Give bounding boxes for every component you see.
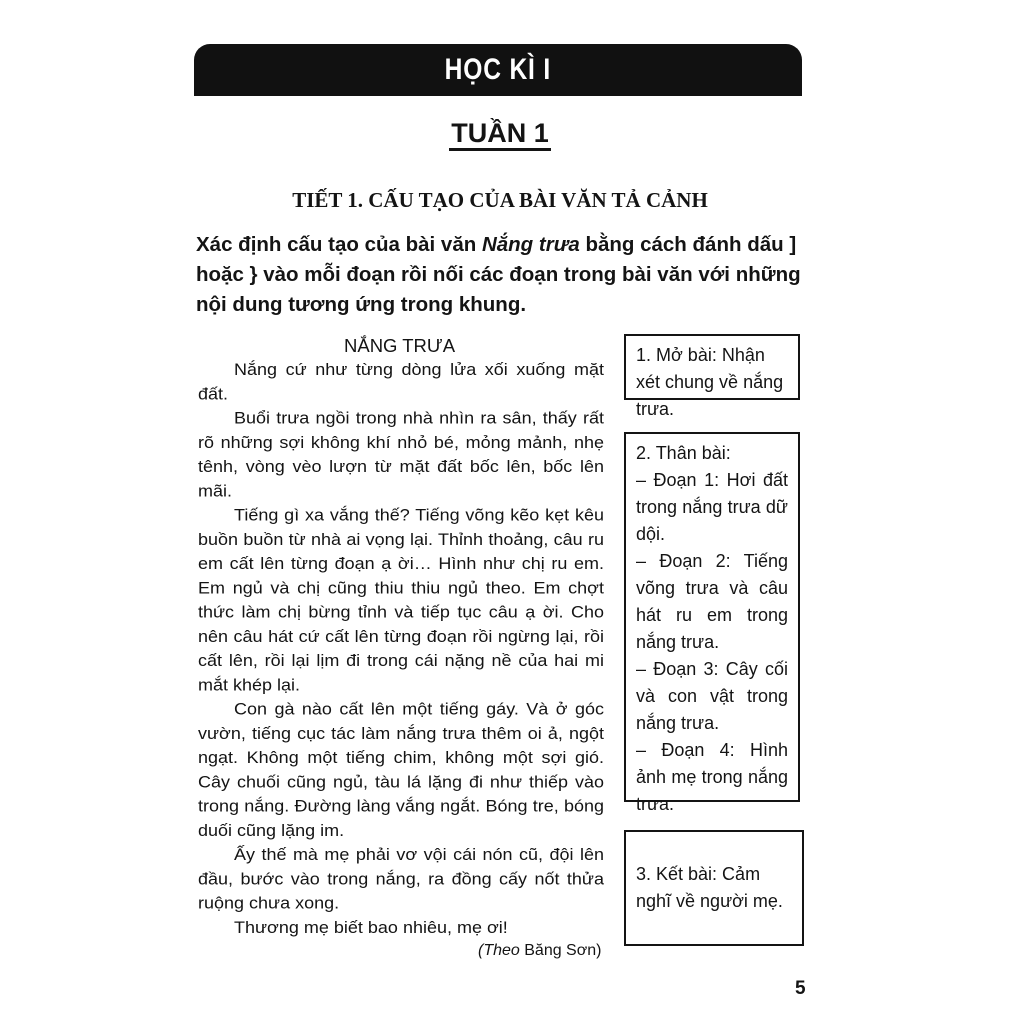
conclusion-text: 3. Kết bài: Cảm nghĩ về người mẹ.: [636, 864, 783, 911]
body-box-line: – Đoạn 4: Hình ảnh mẹ trong nắng trưa.: [636, 740, 788, 814]
story-paragraph: Nắng cứ như từng dòng lửa xối xuống mặt đất.: [198, 360, 604, 403]
body-box-line: – Đoạn 1: Hơi đất trong nắng trưa dữ dội.: [636, 470, 788, 544]
week-title: TUẦN 1: [449, 118, 551, 151]
story-title: NẮNG TRƯA: [344, 335, 456, 356]
conclusion-box: [624, 830, 804, 946]
story-paragraph: Con gà nào cất lên một tiếng gáy. Và ở góc vườn, tiếng cục tác làm nắng trưa thêm oi ả, ngột ngạt. Không một tiếng chim, không một sợi gió. Cây chuối cũng ngủ, tàu lá lặng đi như thiếp vào trong nắng. Đường làng vắng ngắt. Bóng tre, bóng duối cũng lặng im.: [198, 700, 604, 840]
story-paragraph: Ấy thế mà mẹ phải vơ vội cái nón cũ, đội lên đầu, bước vào trong nắng, ra đồng cấy nốt thửa ruộng chưa xong.: [198, 845, 604, 913]
exercise-instruction: [196, 230, 816, 320]
story-paragraph: Buổi trưa ngồi trong nhà nhìn ra sân, thấy rất rõ những sợi không khí nhỏ bé, mỏng mảnh, nhẹ tênh, vòng vèo lượn từ mặt đất bốc lên, bốc lên mãi.: [198, 409, 604, 500]
source-prefix: (Theo: [478, 942, 520, 959]
intro-box: 1. Mở bài: Nhận xét chung về nắng trưa.: [624, 334, 800, 400]
story-text: [198, 358, 604, 940]
week-heading: [0, 118, 1000, 151]
story-source: [478, 942, 601, 960]
body-box: [624, 432, 800, 814]
body-box-line: 2. Thân bài:: [636, 443, 731, 463]
lesson-title: TIẾT 1. CẤU TẠO CỦA BÀI VĂN TẢ CẢNH: [292, 188, 708, 212]
semester-banner: [194, 44, 802, 96]
story-paragraph: Thương mẹ biết bao nhiêu, mẹ ơi!: [234, 918, 508, 937]
story-paragraph: Tiếng gì xa vắng thế? Tiếng võng kẽo kẹt kêu buồn buồn từ nhà ai vọng lại. Thỉnh thoảng, câu ru em cất lên từng đoạn ạ ời… Hình như chị ru em. Em ngủ và chị cũng thiu thiu ngủ theo. Em chợt thức làm chị bừng tỉnh và tiếp tục câu ạ ời. Cho nên câu hát cứ cất lên từng đoạn rồi ngừng lại, rồi cất lên, rồi lại lịm đi trong cái nặng nề của hai mi mắt khép lại.: [198, 506, 604, 694]
instruction-part1: Xác định cấu tạo của bài văn: [196, 233, 482, 256]
instruction-story-name: Nắng trưa: [481, 233, 580, 256]
body-box-line: – Đoạn 3: Cây cối và con vật trong nắng trưa.: [636, 659, 788, 733]
source-author: Băng Sơn): [519, 942, 602, 959]
semester-title: HỌC KÌ I: [444, 53, 552, 86]
page-number: 5: [795, 978, 806, 999]
body-box-line: – Đoạn 2: Tiếng võng trưa và câu hát ru em trong nắng trưa.: [636, 551, 788, 652]
instruction-part2: bằng cách đánh dấu ] hoặc } vào mỗi đoạn rồi nối các đoạn trong bài văn với những nội dung tương ứng trong khung.: [196, 233, 801, 316]
